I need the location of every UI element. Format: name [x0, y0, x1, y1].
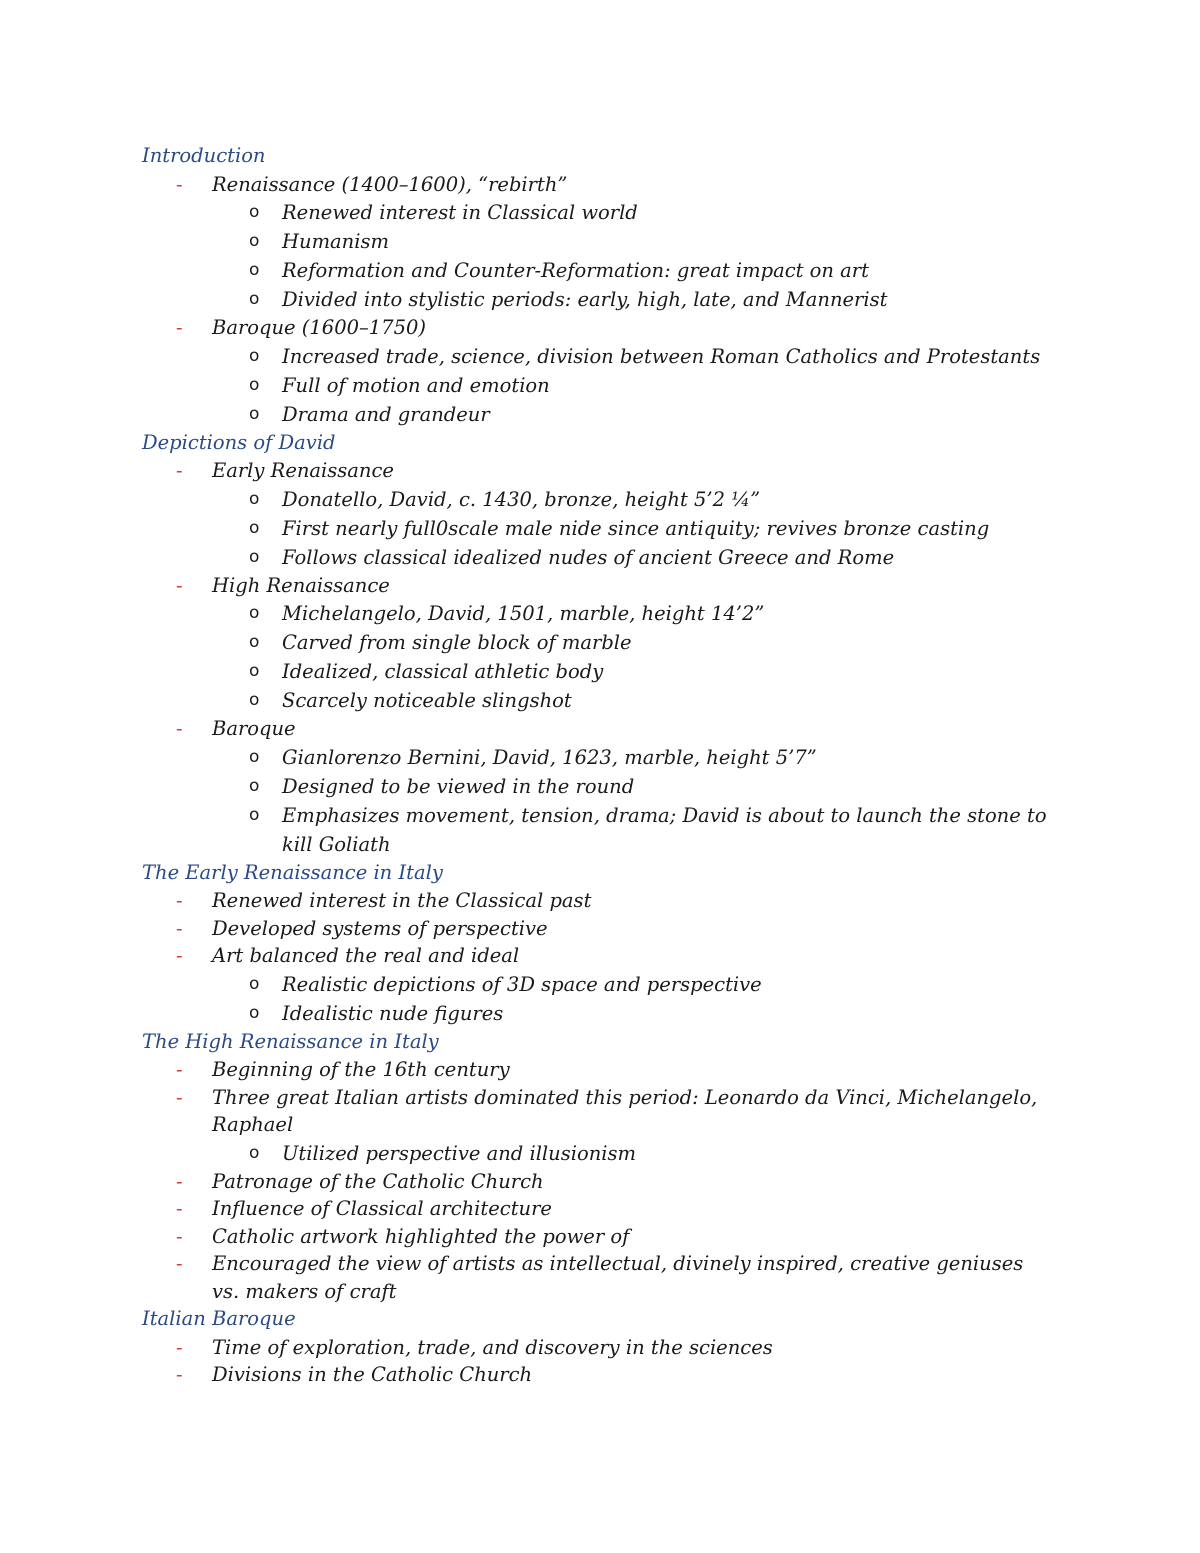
sub-list-item-text: Follows classical idealized nudes of ancient Greece and Rome	[282, 545, 895, 569]
sub-list-item	[142, 686, 1052, 715]
circle-bullet-icon: o	[249, 1142, 260, 1163]
section-heading: Italian Baroque	[142, 1307, 296, 1330]
list-item-text: Renewed interest in the Classical past	[212, 889, 592, 912]
list-item	[142, 715, 1052, 859]
sub-bullet-list	[212, 198, 1052, 314]
bullet-list	[142, 1334, 1052, 1389]
sub-list-item-text: Realistic depictions of 3D space and perspective	[282, 972, 762, 996]
sub-list-item	[142, 198, 1052, 227]
sub-list-item	[142, 801, 1052, 859]
list-item	[142, 1250, 1052, 1305]
circle-bullet-icon: o	[249, 231, 260, 251]
outline-section	[142, 1305, 1052, 1389]
sub-list-item	[142, 772, 1052, 801]
list-item	[142, 942, 1052, 1028]
bullet-list	[142, 1056, 1052, 1305]
circle-bullet-icon: o	[249, 746, 260, 767]
sub-list-item-text: Carved from single block of marble	[282, 631, 632, 654]
dash-bullet-icon: -	[176, 717, 183, 740]
sub-list-item	[142, 285, 1052, 314]
list-item-text: Divisions in the Catholic Church	[212, 1363, 533, 1386]
list-item-text: Renaissance (1400–1600), “rebirth”	[212, 172, 568, 196]
sub-bullet-list	[212, 743, 1052, 859]
sub-list-item-text: Donatello, David, c. 1430, bronze, height 5’2 ¼”	[282, 487, 761, 511]
list-item-text: Baroque (1600–1750)	[212, 316, 427, 339]
circle-bullet-icon: o	[249, 632, 260, 652]
sub-list-item-text: Gianlorenzo Bernini, David, 1623, marble, height 5’7”	[282, 745, 817, 769]
list-item	[142, 915, 1052, 943]
circle-bullet-icon: o	[249, 202, 260, 222]
circle-bullet-icon: o	[249, 661, 260, 681]
sub-list-item-text: Designed to be viewed in the round	[282, 774, 635, 798]
list-item	[142, 171, 1052, 315]
list-item-text: Art balanced the real and ideal	[212, 944, 520, 967]
sub-bullet-list	[212, 599, 1052, 715]
sub-list-item	[142, 657, 1052, 686]
list-item-text: Catholic artwork highlighted the power of	[212, 1224, 630, 1248]
circle-bullet-icon: o	[249, 973, 260, 994]
circle-bullet-icon: o	[249, 345, 260, 366]
circle-bullet-icon: o	[249, 546, 260, 567]
sub-list-item	[142, 227, 1052, 256]
list-item	[142, 1334, 1052, 1362]
sub-list-item-text: Humanism	[282, 230, 389, 253]
circle-bullet-icon: o	[249, 1002, 260, 1023]
dash-bullet-icon: -	[176, 1085, 183, 1109]
sub-list-item	[142, 400, 1052, 429]
list-item-text: Time of exploration, trade, and discovery in the sciences	[212, 1335, 773, 1359]
list-item-text: Patronage of the Catholic Church	[212, 1169, 544, 1193]
circle-bullet-icon: o	[249, 403, 260, 424]
dash-bullet-icon: -	[176, 944, 183, 967]
outline-section	[142, 859, 1052, 1028]
sub-list-item	[142, 743, 1052, 772]
sub-list-item	[142, 970, 1052, 999]
list-item-text: Baroque	[212, 717, 296, 740]
sub-list-item	[142, 371, 1052, 400]
dash-bullet-icon: -	[176, 1058, 183, 1081]
sub-bullet-list	[212, 1139, 1052, 1168]
circle-bullet-icon: o	[249, 690, 260, 710]
sub-list-item-text: Full of motion and emotion	[282, 373, 550, 397]
dash-bullet-icon: -	[176, 1197, 183, 1220]
list-item-text: Influence of Classical architecture	[212, 1197, 552, 1220]
list-item	[142, 1168, 1052, 1196]
circle-bullet-icon: o	[249, 488, 260, 509]
section-heading: The High Renaissance in Italy	[142, 1029, 439, 1053]
outline-section	[142, 429, 1052, 859]
sub-list-item	[142, 628, 1052, 657]
circle-bullet-icon: o	[249, 260, 260, 280]
sub-bullet-list	[212, 970, 1052, 1028]
dash-bullet-icon: -	[176, 1363, 183, 1386]
sub-list-item-text: Renewed interest in Classical world	[282, 201, 638, 224]
sub-list-item	[142, 514, 1052, 543]
list-item	[142, 1195, 1052, 1223]
dash-bullet-icon: -	[176, 1252, 183, 1275]
sub-bullet-list	[212, 342, 1052, 429]
dash-bullet-icon: -	[176, 172, 183, 196]
sub-list-item	[142, 1139, 1052, 1168]
sub-list-item	[142, 543, 1052, 572]
section-heading: Depictions of David	[142, 430, 336, 454]
list-item-text: Three great Italian artists dominated this period: Leonardo da Vinci, Michelangelo, Raphael	[212, 1085, 1038, 1136]
circle-bullet-icon: o	[249, 374, 260, 395]
circle-bullet-icon: o	[249, 603, 260, 623]
section-heading: The Early Renaissance in Italy	[142, 860, 443, 884]
sub-list-item-text: First nearly full0scale male nide since antiquity; revives bronze casting	[282, 516, 990, 540]
list-item-text: High Renaissance	[212, 573, 390, 597]
sub-list-item	[142, 342, 1052, 371]
dash-bullet-icon: -	[176, 1169, 183, 1193]
list-item	[142, 1223, 1052, 1251]
sub-list-item-text: Idealistic nude figures	[282, 1001, 504, 1025]
dash-bullet-icon: -	[176, 889, 183, 912]
dash-bullet-icon: -	[176, 573, 183, 597]
sub-list-item	[142, 999, 1052, 1028]
bullet-list	[142, 457, 1052, 859]
list-item	[142, 1056, 1052, 1084]
sub-bullet-list	[212, 485, 1052, 572]
list-item	[142, 1361, 1052, 1389]
sub-list-item-text: Drama and grandeur	[282, 402, 490, 426]
dash-bullet-icon: -	[176, 916, 183, 940]
list-item-text: Developed systems of perspective	[212, 916, 548, 940]
sub-list-item-text: Emphasizes movement, tension, drama; David is about to launch the stone to kill Goliath	[282, 803, 1047, 856]
sub-list-item-text: Divided into stylistic periods: early, high, late, and Mannerist	[282, 288, 888, 311]
list-item	[142, 572, 1052, 716]
sub-list-item-text: Idealized, classical athletic body	[282, 660, 604, 683]
sub-list-item-text: Reformation and Counter-Reformation: great impact on art	[282, 259, 869, 282]
list-item-text: Encouraged the view of artists as intellectual, divinely inspired, creative geniuses vs. makers of craft	[212, 1252, 1024, 1303]
list-item	[142, 1084, 1052, 1168]
outline-section	[142, 142, 1052, 429]
sub-list-item-text: Utilized perspective and illusionism	[282, 1141, 637, 1165]
sub-list-item	[142, 256, 1052, 285]
sub-list-item	[142, 599, 1052, 628]
list-item-text: Early Renaissance	[212, 459, 394, 482]
dash-bullet-icon: -	[176, 1335, 183, 1359]
section-heading: Introduction	[142, 144, 266, 167]
list-item	[142, 457, 1052, 572]
sub-list-item	[142, 485, 1052, 514]
bullet-list	[142, 887, 1052, 1028]
outline-section	[142, 1028, 1052, 1306]
circle-bullet-icon: o	[249, 775, 260, 796]
circle-bullet-icon: o	[249, 289, 260, 309]
circle-bullet-icon: o	[249, 517, 260, 538]
sub-list-item-text: Increased trade, science, division between Roman Catholics and Protestants	[282, 344, 1041, 368]
dash-bullet-icon: -	[176, 459, 183, 482]
dash-bullet-icon: -	[176, 1224, 183, 1248]
list-item	[142, 314, 1052, 429]
circle-bullet-icon: o	[249, 804, 260, 825]
bullet-list	[142, 171, 1052, 429]
sub-list-item-text: Scarcely noticeable slingshot	[282, 689, 572, 712]
document-body	[142, 142, 1052, 1389]
dash-bullet-icon: -	[176, 316, 183, 339]
list-item	[142, 887, 1052, 915]
sub-list-item-text: Michelangelo, David, 1501, marble, height 14’2”	[282, 602, 765, 625]
list-item-text: Beginning of the 16th century	[212, 1058, 510, 1081]
